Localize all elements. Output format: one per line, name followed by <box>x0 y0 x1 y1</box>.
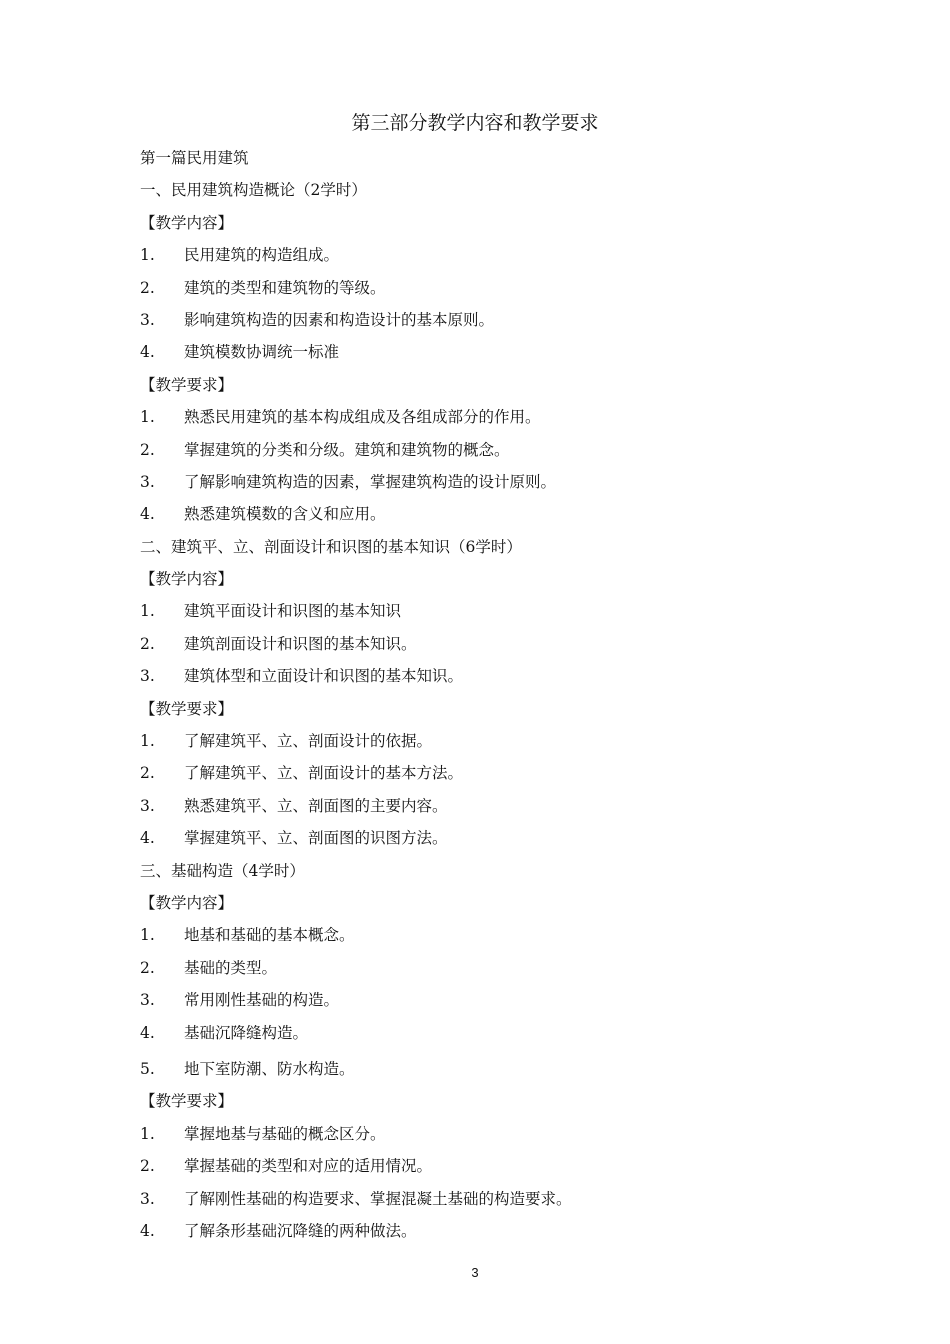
item-text: 建筑模数协调统一标准 <box>184 343 340 362</box>
list-item <box>140 632 840 664</box>
list-item <box>140 988 840 1020</box>
list-item <box>140 438 840 470</box>
list-item <box>140 502 840 534</box>
list-item <box>140 1021 840 1053</box>
item-number: 2. <box>140 440 155 459</box>
list-item <box>140 923 840 955</box>
page-number: 3 <box>471 1265 479 1280</box>
list-item <box>140 826 840 858</box>
content-label: 【教学内容】 <box>140 570 234 589</box>
item-text: 建筑剖面设计和识图的基本知识。 <box>184 634 417 653</box>
item-text: 了解建筑平、立、剖面设计的依据。 <box>184 732 433 751</box>
item-number: 4. <box>140 1023 155 1042</box>
item-text: 熟悉民用建筑的基本构成组成及各组成部分的作用。 <box>184 408 541 427</box>
item-text: 地下室防潮、防水构造。 <box>184 1059 355 1078</box>
item-number: 1. <box>140 602 155 621</box>
document-body <box>140 146 840 1251</box>
list-item <box>140 340 840 372</box>
item-number: 3. <box>140 796 155 815</box>
list-item <box>140 405 840 437</box>
item-text: 熟悉建筑模数的含义和应用。 <box>184 505 386 524</box>
list-item <box>140 243 840 275</box>
requirement-label: 【教学要求】 <box>140 1092 234 1111</box>
item-number: 2. <box>140 764 155 783</box>
section-heading: 二、建筑平、立、剖面设计和识图的基本知识（6学时） <box>140 537 522 556</box>
section-heading: 一、民用建筑构造概论（2学时） <box>140 181 367 200</box>
item-number: 4. <box>140 343 155 362</box>
list-item <box>140 761 840 793</box>
item-text: 建筑平面设计和识图的基本知识 <box>184 602 402 621</box>
item-number: 3. <box>140 667 155 686</box>
section-heading: 三、基础构造（4学时） <box>140 861 305 880</box>
item-text: 熟悉建筑平、立、剖面图的主要内容。 <box>184 796 448 815</box>
list-item <box>140 1219 840 1251</box>
list-item <box>140 599 840 631</box>
item-text: 了解影响建筑构造的因素，掌握建筑构造的设计原则。 <box>184 472 557 491</box>
list-item <box>140 470 840 502</box>
item-number: 3. <box>140 1189 155 1208</box>
list-item <box>140 308 840 340</box>
item-number: 3. <box>140 991 155 1010</box>
item-number: 2. <box>140 1157 155 1176</box>
item-text: 基础沉降缝构造。 <box>184 1023 309 1042</box>
list-item <box>140 1057 840 1089</box>
list-item <box>140 276 840 308</box>
item-number: 2. <box>140 634 155 653</box>
requirement-label: 【教学要求】 <box>140 699 234 718</box>
item-number: 4. <box>140 1221 155 1240</box>
requirement-label: 【教学要求】 <box>140 375 234 394</box>
item-text: 掌握基础的类型和对应的适用情况。 <box>184 1157 433 1176</box>
item-text: 基础的类型。 <box>184 958 278 977</box>
item-text: 掌握建筑平、立、剖面图的识图方法。 <box>184 829 448 848</box>
item-text: 影响建筑构造的因素和构造设计的基本原则。 <box>184 310 495 329</box>
item-number: 1. <box>140 408 155 427</box>
item-text: 了解建筑平、立、剖面设计的基本方法。 <box>184 764 464 783</box>
item-text: 地基和基础的基本概念。 <box>184 926 355 945</box>
list-item <box>140 1154 840 1186</box>
item-number: 1. <box>140 732 155 751</box>
page-title: 第三部分教学内容和教学要求 <box>351 112 599 134</box>
item-number: 5. <box>140 1059 155 1078</box>
item-text: 了解条形基础沉降缝的两种做法。 <box>184 1221 417 1240</box>
item-text: 常用刚性基础的构造。 <box>184 991 340 1010</box>
item-text: 民用建筑的构造组成。 <box>184 246 340 265</box>
item-number: 1. <box>140 1124 155 1143</box>
item-number: 1. <box>140 926 155 945</box>
item-number: 2. <box>140 278 155 297</box>
list-item <box>140 1122 840 1154</box>
item-text: 建筑的类型和建筑物的等级。 <box>184 278 386 297</box>
item-number: 4. <box>140 505 155 524</box>
list-item <box>140 664 840 696</box>
item-number: 3. <box>140 310 155 329</box>
content-label: 【教学内容】 <box>140 893 234 912</box>
part-heading: 第一篇民用建筑 <box>140 149 249 167</box>
list-item <box>140 794 840 826</box>
list-item <box>140 1187 840 1219</box>
item-number: 2. <box>140 958 155 977</box>
list-item <box>140 729 840 761</box>
item-text: 掌握地基与基础的概念区分。 <box>184 1124 386 1143</box>
item-number: 1. <box>140 246 155 265</box>
item-number: 4. <box>140 829 155 848</box>
item-text: 了解刚性基础的构造要求、掌握混凝土基础的构造要求。 <box>184 1189 572 1208</box>
list-item <box>140 956 840 988</box>
item-text: 建筑体型和立面设计和识图的基本知识。 <box>184 667 464 686</box>
item-text: 掌握建筑的分类和分级。建筑和建筑物的概念。 <box>184 440 510 459</box>
content-label: 【教学内容】 <box>140 213 234 232</box>
item-number: 3. <box>140 472 155 491</box>
